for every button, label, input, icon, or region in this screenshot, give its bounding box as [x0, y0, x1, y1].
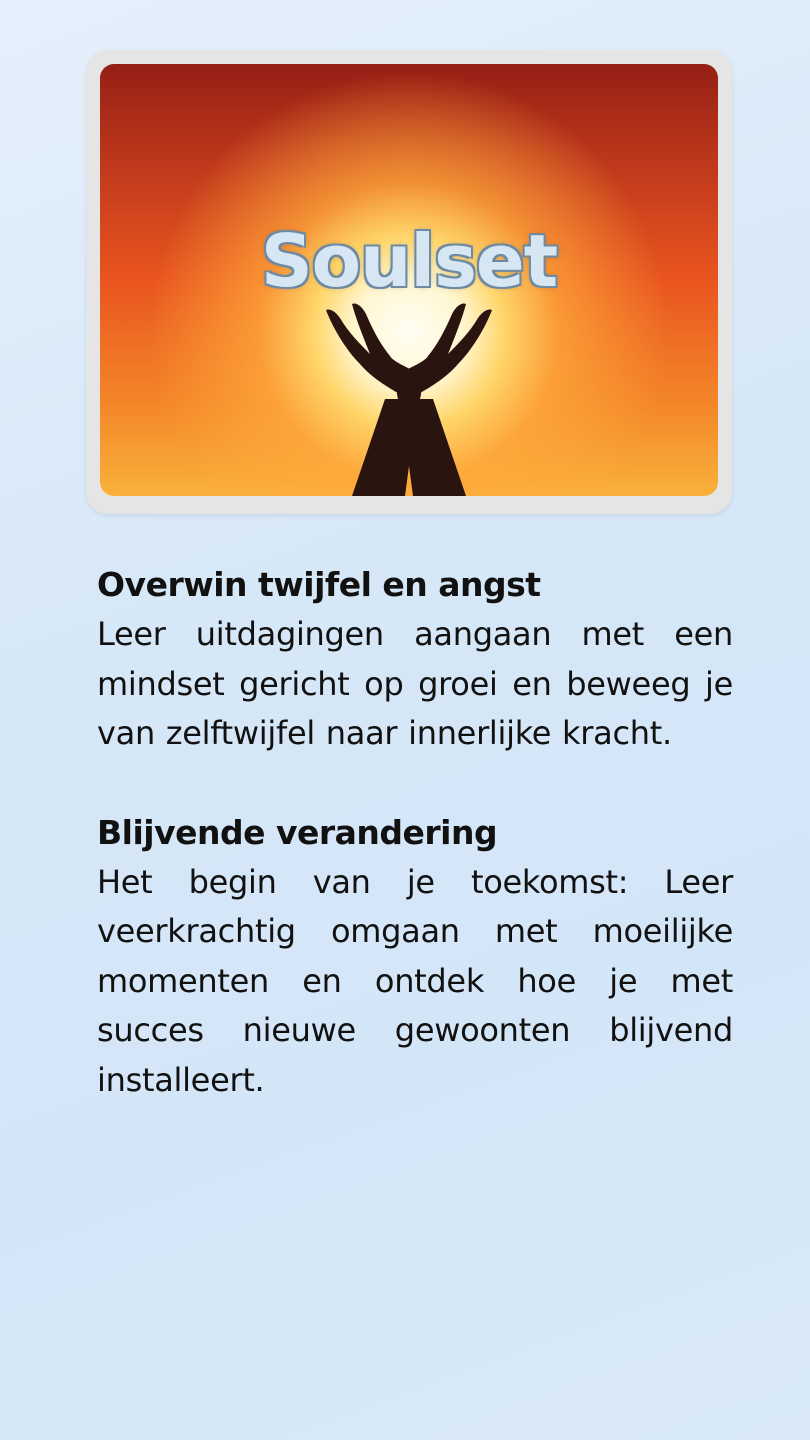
hero-image-frame: [86, 50, 732, 514]
section-heading: Overwin twijfel en angst: [97, 565, 541, 604]
section-heading: Blijvende verandering: [97, 812, 498, 852]
section-lasting-change: [97, 808, 733, 1106]
brand-title: Soulset: [260, 219, 558, 303]
section-doubt-fear: [97, 560, 733, 759]
hero-image: [100, 64, 718, 496]
section-body: Het begin van je toekomst: Leer veerkrachtig omgaan met moeilijke momenten en ontdek hoe je met succes nieuwe gewoonten blijvend installeert.: [97, 862, 733, 1099]
content: [97, 560, 733, 1154]
section-body: Leer uitdagingen aangaan met een mindset gericht op groei en beweeg je van zelftwijfel naar innerlijke kracht.: [97, 615, 733, 752]
right-hand: [397, 303, 492, 404]
right-forearm: [400, 399, 466, 496]
